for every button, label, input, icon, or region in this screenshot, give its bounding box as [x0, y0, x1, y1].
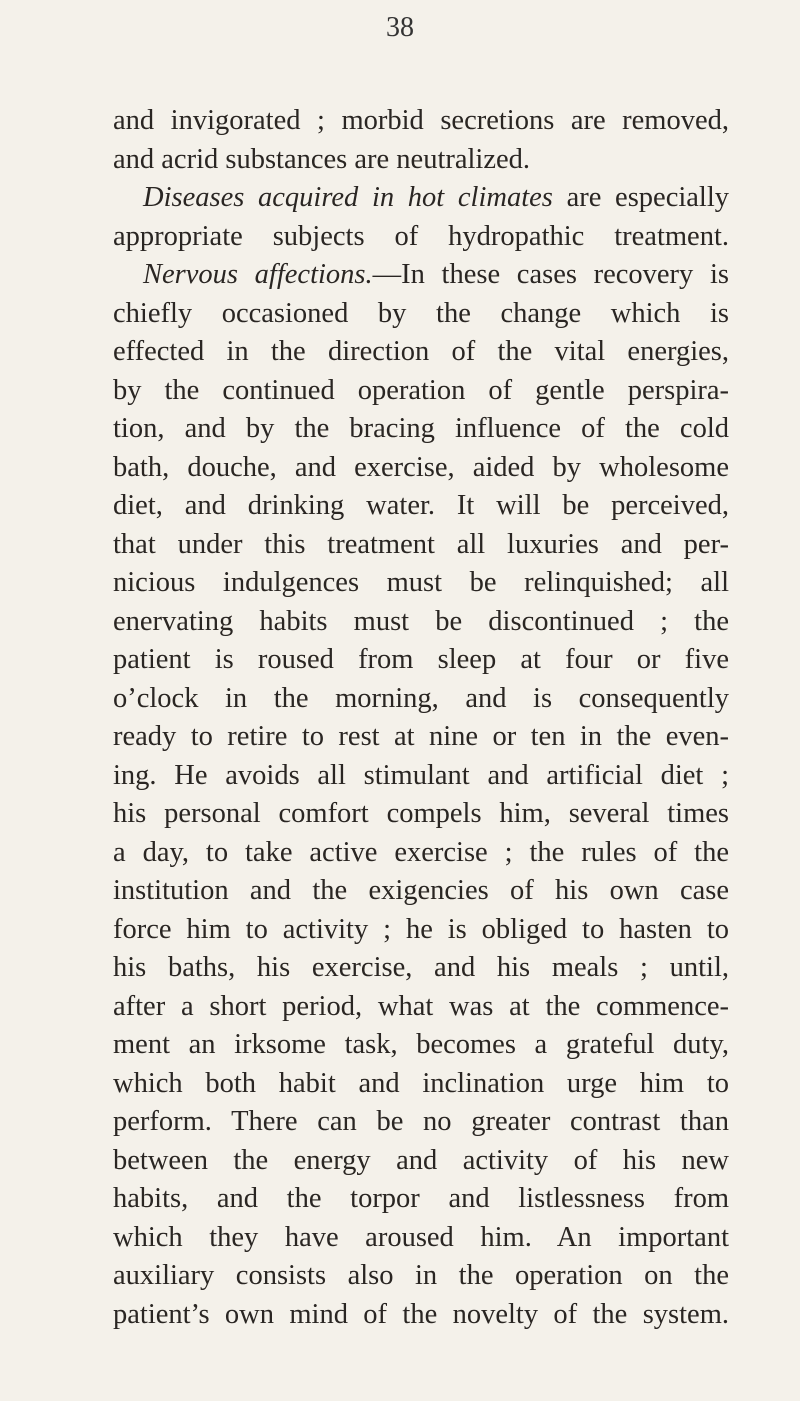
text-line: appropriate subjects of hydropathic treatment. [113, 220, 729, 252]
text-line: ment an irksome task, becomes a grateful duty, [113, 1029, 729, 1060]
text-line: patient is roused from sleep at four or five [113, 644, 729, 675]
text-line: habits, and the torpor and listlessness from [113, 1183, 729, 1214]
inline-heading-nervous: Nervous affections. [143, 259, 373, 290]
text-line-with-heading [113, 256, 729, 295]
page-number: 38 [386, 12, 414, 43]
text-line: a day, to take active exercise ; the rules of the [113, 836, 729, 868]
text-line: o’clock in the morning, and is consequently [113, 682, 729, 714]
text-line: institution and the exigencies of his own case [113, 875, 729, 906]
text-line: bath, douche, and exercise, aided by wholesome [113, 451, 729, 483]
body-text [113, 102, 729, 1334]
text-line: ing. He avoids all stimulant and artificial diet ; [113, 759, 729, 791]
text-line: patient’s own mind of the novelty of the system. [113, 1298, 729, 1330]
text-line: nicious indulgences must be relinquished; all [113, 567, 729, 598]
text-line: his personal comfort compels him, several times [113, 798, 729, 829]
text-line: after a short period, what was at the commence- [113, 990, 729, 1022]
text-line: force him to activity ; he is obliged to hasten to [113, 913, 729, 945]
text-line: and acrid substances are neutralized. [113, 143, 531, 175]
text-line: chiefly occasioned by the change which is [113, 297, 729, 329]
text-line: ready to retire to rest at nine or ten in the even- [113, 721, 729, 752]
text-line-with-heading [113, 179, 729, 218]
text-line: diet, and drinking water. It will be perceived, [113, 490, 729, 521]
text-line: enervating habits must be discontinued ; the [113, 605, 729, 637]
text-line: tion, and by the bracing influence of the cold [113, 413, 729, 444]
text-line: between the energy and activity of his new [113, 1144, 729, 1176]
text-line: and invigorated ; morbid secretions are removed, [113, 105, 729, 136]
text-line: which both habit and inclination urge him to [113, 1067, 729, 1099]
inline-heading-diseases: Diseases acquired in hot climates [143, 182, 553, 213]
text-line: that under this treatment all luxuries and per- [113, 528, 729, 560]
text-line: by the continued operation of gentle perspira- [113, 374, 729, 406]
text-line: auxiliary consists also in the operation on the [113, 1260, 729, 1291]
text-fragment: are especially [566, 182, 729, 213]
text-line: effected in the direction of the vital energies, [113, 336, 729, 367]
text-fragment: —In these cases recovery is [372, 259, 729, 290]
text-line: his baths, his exercise, and his meals ; until, [113, 952, 729, 983]
text-line: which they have aroused him. An important [113, 1221, 729, 1253]
text-line: perform. There can be no greater contrast than [113, 1106, 729, 1137]
